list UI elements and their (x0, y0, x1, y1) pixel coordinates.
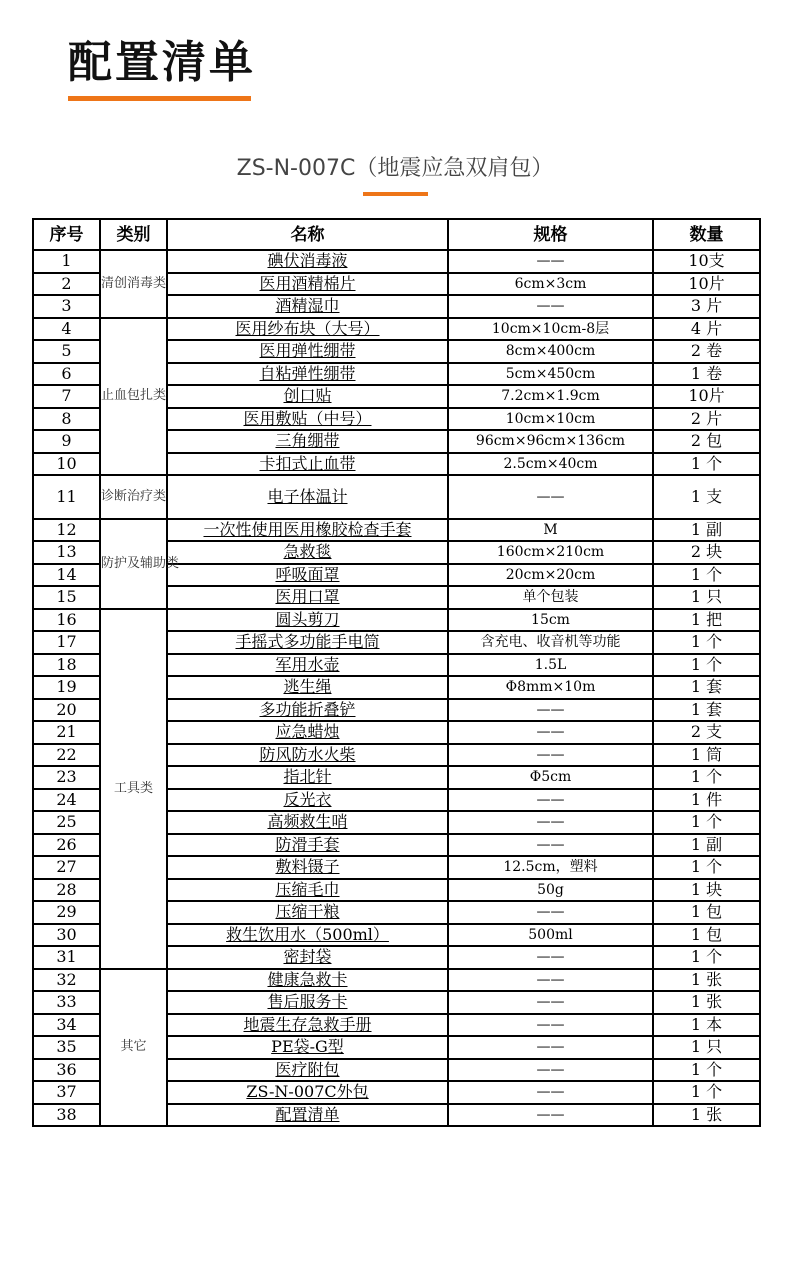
item-name-cell: 配置清单 (167, 1104, 448, 1127)
row-number-cell: 38 (33, 1104, 100, 1127)
item-spec-cell: 12.5cm，塑料 (448, 856, 653, 879)
item-name-cell: 逃生绳 (167, 676, 448, 699)
item-qty-cell: 1 支 (653, 475, 760, 519)
item-qty-cell: 2 支 (653, 721, 760, 744)
item-spec-cell: —— (448, 1081, 653, 1104)
item-qty-cell: 1 个 (653, 1059, 760, 1082)
item-qty-cell: 2 片 (653, 408, 760, 431)
item-spec-cell: —— (448, 721, 653, 744)
row-number-cell: 37 (33, 1081, 100, 1104)
item-name-cell: 军用水壶 (167, 654, 448, 677)
item-spec-cell: 6cm×3cm (448, 273, 653, 296)
item-spec-cell: 单个包装 (448, 586, 653, 609)
item-qty-cell: 1 只 (653, 586, 760, 609)
table-header-row (33, 219, 760, 250)
item-spec-cell: —— (448, 1104, 653, 1127)
item-spec-cell: —— (448, 699, 653, 722)
row-number-cell: 4 (33, 318, 100, 341)
item-name-cell: 医用口罩 (167, 586, 448, 609)
row-number-cell: 10 (33, 453, 100, 476)
item-spec-cell: 1.5L (448, 654, 653, 677)
item-spec-cell: 160cm×210cm (448, 541, 653, 564)
item-spec-cell: Φ8mm×10m (448, 676, 653, 699)
item-spec-cell: —— (448, 991, 653, 1014)
row-number-cell: 24 (33, 789, 100, 812)
item-qty-cell: 2 包 (653, 430, 760, 453)
item-qty-cell: 1 套 (653, 676, 760, 699)
table-row (33, 250, 760, 273)
row-number-cell: 31 (33, 946, 100, 969)
col-header-name: 名称 (167, 219, 448, 250)
item-spec-cell: —— (448, 789, 653, 812)
subtitle-underline (363, 192, 428, 196)
row-number-cell: 13 (33, 541, 100, 564)
item-qty-cell: 2 块 (653, 541, 760, 564)
item-qty-cell: 1 个 (653, 946, 760, 969)
item-qty-cell: 1 个 (653, 654, 760, 677)
item-name-cell: 防风防水火柴 (167, 744, 448, 767)
row-number-cell: 20 (33, 699, 100, 722)
item-spec-cell: —— (448, 946, 653, 969)
item-name-cell: 健康急救卡 (167, 969, 448, 992)
item-name-cell: 呼吸面罩 (167, 564, 448, 587)
item-name-cell: 地震生存急救手册 (167, 1014, 448, 1037)
config-table (32, 218, 761, 1127)
item-name-cell: 指北针 (167, 766, 448, 789)
row-number-cell: 7 (33, 385, 100, 408)
item-spec-cell: 20cm×20cm (448, 564, 653, 587)
item-name-cell: 三角绷带 (167, 430, 448, 453)
table-row (33, 969, 760, 992)
product-subtitle: ZS-N-007C（地震应急双肩包） (236, 156, 554, 181)
row-number-cell: 18 (33, 654, 100, 677)
table-row (33, 318, 760, 341)
item-qty-cell: 1 个 (653, 631, 760, 654)
item-qty-cell: 10片 (653, 273, 760, 296)
item-spec-cell: M (448, 519, 653, 542)
item-qty-cell: 1 个 (653, 811, 760, 834)
item-qty-cell: 1 个 (653, 1081, 760, 1104)
col-header-category: 类别 (100, 219, 167, 250)
table-row (33, 519, 760, 542)
item-spec-cell: —— (448, 295, 653, 318)
item-spec-cell: —— (448, 834, 653, 857)
item-spec-cell: 含充电、收音机等功能 (448, 631, 653, 654)
row-number-cell: 25 (33, 811, 100, 834)
row-number-cell: 28 (33, 879, 100, 902)
category-cell: 止血包扎类 (100, 318, 167, 476)
item-name-cell: 碘伏消毒液 (167, 250, 448, 273)
col-header-qty: 数量 (653, 219, 760, 250)
item-name-cell: 多功能折叠铲 (167, 699, 448, 722)
item-spec-cell: 96cm×96cm×136cm (448, 430, 653, 453)
row-number-cell: 16 (33, 609, 100, 632)
item-qty-cell: 1 张 (653, 991, 760, 1014)
row-number-cell: 14 (33, 564, 100, 587)
item-qty-cell: 1 个 (653, 766, 760, 789)
item-qty-cell: 1 包 (653, 901, 760, 924)
item-spec-cell: —— (448, 969, 653, 992)
row-number-cell: 32 (33, 969, 100, 992)
category-cell: 防护及辅助类 (100, 519, 167, 609)
item-qty-cell: 1 个 (653, 564, 760, 587)
item-name-cell: 急救毯 (167, 541, 448, 564)
row-number-cell: 8 (33, 408, 100, 431)
item-name-cell: ZS-N-007C外包 (167, 1081, 448, 1104)
item-qty-cell: 1 张 (653, 1104, 760, 1127)
item-spec-cell: —— (448, 901, 653, 924)
item-qty-cell: 1 筒 (653, 744, 760, 767)
item-name-cell: 敷料镊子 (167, 856, 448, 879)
row-number-cell: 34 (33, 1014, 100, 1037)
item-qty-cell: 1 本 (653, 1014, 760, 1037)
item-spec-cell: —— (448, 1036, 653, 1059)
item-name-cell: 压缩毛巾 (167, 879, 448, 902)
item-spec-cell: —— (448, 1059, 653, 1082)
table-row (33, 475, 760, 519)
row-number-cell: 27 (33, 856, 100, 879)
row-number-cell: 9 (33, 430, 100, 453)
col-header-spec: 规格 (448, 219, 653, 250)
item-name-cell: 救生饮用水（500ml） (167, 924, 448, 947)
item-qty-cell: 1 副 (653, 834, 760, 857)
item-spec-cell: —— (448, 475, 653, 519)
item-qty-cell: 1 件 (653, 789, 760, 812)
row-number-cell: 19 (33, 676, 100, 699)
title-underline (68, 96, 251, 101)
page-title: 配置清单 (68, 37, 256, 88)
item-name-cell: 自粘弹性绷带 (167, 363, 448, 386)
item-spec-cell: 7.2cm×1.9cm (448, 385, 653, 408)
item-spec-cell: 50g (448, 879, 653, 902)
item-qty-cell: 1 块 (653, 879, 760, 902)
category-cell: 诊断治疗类 (100, 475, 167, 519)
item-spec-cell: 2.5cm×40cm (448, 453, 653, 476)
row-number-cell: 15 (33, 586, 100, 609)
item-name-cell: PE袋-G型 (167, 1036, 448, 1059)
row-number-cell: 26 (33, 834, 100, 857)
row-number-cell: 3 (33, 295, 100, 318)
item-name-cell: 酒精湿巾 (167, 295, 448, 318)
item-name-cell: 卡扣式止血带 (167, 453, 448, 476)
item-qty-cell: 1 包 (653, 924, 760, 947)
item-name-cell: 医疗附包 (167, 1059, 448, 1082)
item-name-cell: 手摇式多功能手电筒 (167, 631, 448, 654)
item-name-cell: 压缩干粮 (167, 901, 448, 924)
row-number-cell: 12 (33, 519, 100, 542)
item-qty-cell: 1 个 (653, 856, 760, 879)
row-number-cell: 35 (33, 1036, 100, 1059)
row-number-cell: 21 (33, 721, 100, 744)
item-spec-cell: 5cm×450cm (448, 363, 653, 386)
item-name-cell: 密封袋 (167, 946, 448, 969)
row-number-cell: 33 (33, 991, 100, 1014)
item-name-cell: 圆头剪刀 (167, 609, 448, 632)
item-spec-cell: Φ5cm (448, 766, 653, 789)
item-name-cell: 医用敷贴（中号） (167, 408, 448, 431)
item-spec-cell: —— (448, 811, 653, 834)
item-spec-cell: 15cm (448, 609, 653, 632)
item-spec-cell: 10cm×10cm-8层 (448, 318, 653, 341)
item-qty-cell: 10支 (653, 250, 760, 273)
row-number-cell: 36 (33, 1059, 100, 1082)
category-cell: 清创消毒类 (100, 250, 167, 318)
row-number-cell: 6 (33, 363, 100, 386)
row-number-cell: 1 (33, 250, 100, 273)
item-name-cell: 售后服务卡 (167, 991, 448, 1014)
item-name-cell: 防滑手套 (167, 834, 448, 857)
row-number-cell: 11 (33, 475, 100, 519)
item-name-cell: 创口贴 (167, 385, 448, 408)
item-name-cell: 应急蜡烛 (167, 721, 448, 744)
item-qty-cell: 1 套 (653, 699, 760, 722)
item-spec-cell: 500ml (448, 924, 653, 947)
item-spec-cell: —— (448, 1014, 653, 1037)
item-qty-cell: 1 只 (653, 1036, 760, 1059)
row-number-cell: 22 (33, 744, 100, 767)
table-row (33, 609, 760, 632)
item-qty-cell: 1 把 (653, 609, 760, 632)
row-number-cell: 2 (33, 273, 100, 296)
item-spec-cell: —— (448, 744, 653, 767)
item-qty-cell: 1 张 (653, 969, 760, 992)
row-number-cell: 17 (33, 631, 100, 654)
item-name-cell: 医用纱布块（大号） (167, 318, 448, 341)
item-name-cell: 医用酒精棉片 (167, 273, 448, 296)
col-header-no: 序号 (33, 219, 100, 250)
item-qty-cell: 3 片 (653, 295, 760, 318)
item-name-cell: 电子体温计 (167, 475, 448, 519)
item-name-cell: 一次性使用医用橡胶检查手套 (167, 519, 448, 542)
item-spec-cell: 10cm×10cm (448, 408, 653, 431)
category-cell: 其它 (100, 969, 167, 1127)
item-spec-cell: —— (448, 250, 653, 273)
row-number-cell: 5 (33, 340, 100, 363)
item-qty-cell: 4 片 (653, 318, 760, 341)
item-qty-cell: 1 副 (653, 519, 760, 542)
row-number-cell: 30 (33, 924, 100, 947)
item-qty-cell: 10片 (653, 385, 760, 408)
category-cell: 工具类 (100, 609, 167, 969)
table-body (33, 250, 760, 1126)
row-number-cell: 23 (33, 766, 100, 789)
item-name-cell: 反光衣 (167, 789, 448, 812)
item-name-cell: 高频救生哨 (167, 811, 448, 834)
row-number-cell: 29 (33, 901, 100, 924)
item-spec-cell: 8cm×400cm (448, 340, 653, 363)
item-qty-cell: 2 卷 (653, 340, 760, 363)
item-qty-cell: 1 卷 (653, 363, 760, 386)
item-qty-cell: 1 个 (653, 453, 760, 476)
item-name-cell: 医用弹性绷带 (167, 340, 448, 363)
